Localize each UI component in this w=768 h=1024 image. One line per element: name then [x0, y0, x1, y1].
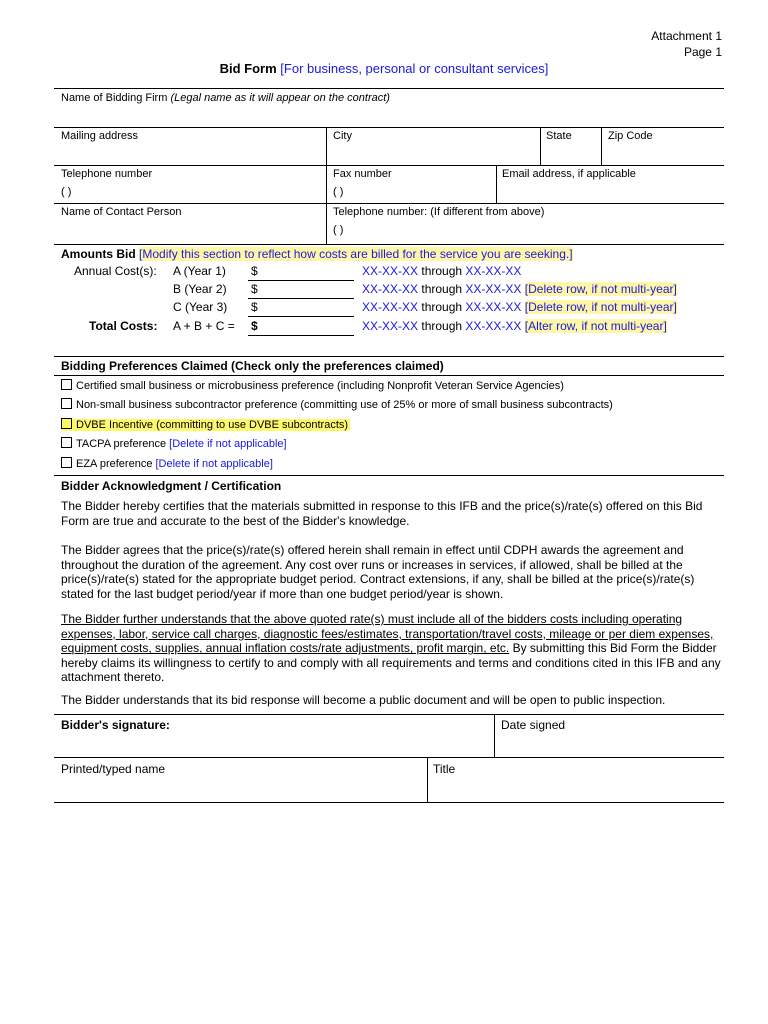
- amount-currency: $: [251, 319, 258, 333]
- firm-name-note: (Legal name as it will appear on the contract): [170, 92, 390, 104]
- amount-input-year1[interactable]: [248, 280, 354, 281]
- amount-row-label: A + B + C =: [173, 319, 235, 333]
- firm-name-field[interactable]: [61, 92, 390, 104]
- amount-row-label: A (Year 1): [173, 264, 226, 278]
- annual-costs-label: Annual Cost(s):: [74, 264, 157, 278]
- amount-input-year2[interactable]: [248, 298, 354, 299]
- checkbox[interactable]: [61, 418, 72, 429]
- checkbox[interactable]: [61, 457, 72, 468]
- pref-non-small-business[interactable]: Non-small business subcontractor preference (committing use of 25% or more of small business subcontracts): [61, 398, 613, 411]
- pref-note: [Delete if not applicable]: [155, 458, 273, 470]
- preferences-heading: Bidding Preferences Claimed (Check only the preferences claimed): [61, 359, 444, 373]
- certification-paragraph-1: The Bidder hereby certifies that the materials submitted in response to this IFB and the price(s)/rate(s) offered on this Bid Form are true and accurate to the best of the Bidder's knowledge.: [61, 499, 703, 528]
- email-label[interactable]: Email address, if applicable: [502, 168, 636, 180]
- city-label[interactable]: City: [333, 130, 352, 142]
- row-note: [Delete row, if not multi-year]: [524, 282, 677, 296]
- fax-value: ( ): [333, 186, 344, 198]
- certification-paragraph-4: The Bidder understands that its bid response will become a public document and will be open to public inspection.: [61, 693, 666, 707]
- period-range: XX-XX-XX through XX-XX-XX [Delete row, if not multi-year]: [362, 282, 677, 296]
- fax-label[interactable]: Fax number: [333, 168, 392, 180]
- attachment-label: Attachment 1: [651, 29, 722, 43]
- signature-label[interactable]: Bidder's signature:: [61, 718, 170, 732]
- paragraph-3-underlined: The Bidder further understands that the above quoted rate(s) must include all of the bidders costs including operating expenses, labor, service call charges, diagnostic fees/estimates, transportation/travel costs, mileage or per diem expenses, equipment costs, supplies, annual inflation costs/rate adjustments, profit margin, etc.: [61, 612, 714, 656]
- amount-input-year3[interactable]: [248, 316, 354, 317]
- amount-currency: $: [251, 300, 258, 314]
- pref-small-business[interactable]: Certified small business or microbusiness preference (including Nonprofit Veteran Service Agencies): [61, 379, 564, 392]
- pref-tacpa[interactable]: TACPA preference [Delete if not applicable]: [61, 437, 287, 450]
- printed-name-label[interactable]: Printed/typed name: [61, 762, 166, 776]
- zip-code-label[interactable]: Zip Code: [608, 130, 653, 142]
- amount-input-total[interactable]: [248, 335, 354, 336]
- checkbox[interactable]: [61, 379, 72, 390]
- pref-dvbe-incentive[interactable]: DVBE Incentive (committing to use DVBE subcontracts): [61, 418, 350, 431]
- telephone-label[interactable]: Telephone number: [61, 168, 153, 180]
- row-note: [Delete row, if not multi-year]: [524, 300, 677, 314]
- telephone2-label[interactable]: Telephone number: (If different from above): [333, 206, 545, 218]
- telephone-value: ( ): [61, 186, 72, 198]
- contact-person-label[interactable]: Name of Contact Person: [61, 206, 182, 218]
- amounts-note: [Modify this section to reflect how costs are billed for the service you are seeking.]: [139, 247, 573, 261]
- state-label[interactable]: State: [546, 130, 572, 142]
- total-costs-label: Total Costs:: [89, 319, 158, 333]
- row-note: [Alter row, if not multi-year]: [524, 319, 667, 333]
- amount-row-label: C (Year 3): [173, 300, 228, 314]
- checkbox[interactable]: [61, 437, 72, 448]
- certification-paragraph-2: The Bidder agrees that the price(s)/rate(s) offered herein shall remain in effect until CDPH awards the agreement and throughout the duration of the agreement. Any cost over runs or increases in services, if allowed, shall be billed at the price(s)/rate(s) stated for the appropriate budget period. Contract extensions, if any, shall be billed at the price(s)/rate(s) stated for the last budget period/year if more than one budget period/year is shown.: [61, 543, 695, 601]
- pref-eza[interactable]: EZA preference [Delete if not applicable]: [61, 457, 273, 470]
- attachment-header: [651, 28, 722, 60]
- period-range: XX-XX-XX through XX-XX-XX: [362, 264, 522, 278]
- checkbox[interactable]: [61, 398, 72, 409]
- pref-note: [Delete if not applicable]: [169, 438, 287, 450]
- mailing-address-label[interactable]: Mailing address: [61, 130, 139, 142]
- page-title: [0, 61, 768, 76]
- period-range: XX-XX-XX through XX-XX-XX [Alter row, if not multi-year]: [362, 319, 667, 333]
- paragraph-3-rest: By submitting this Bid Form the Bidder hereby claims its willingness to certify to and comply with all requirements and terms and conditions cited in this IFB and any attachment thereto.: [61, 641, 721, 685]
- title-label[interactable]: Title: [433, 762, 456, 776]
- amount-currency: $: [251, 264, 258, 278]
- amount-row-label: B (Year 2): [173, 282, 227, 296]
- amounts-title: Amounts Bid: [61, 247, 136, 261]
- date-signed-label[interactable]: Date signed: [501, 718, 566, 732]
- firm-name-label: Name of Bidding Firm: [61, 92, 168, 104]
- telephone2-value: ( ): [333, 224, 344, 236]
- certification-heading: Bidder Acknowledgment / Certification: [61, 479, 282, 493]
- amounts-heading: [61, 247, 573, 261]
- title-note: [For business, personal or consultant services]: [280, 61, 549, 76]
- amount-currency: $: [251, 282, 258, 296]
- period-range: XX-XX-XX through XX-XX-XX [Delete row, if not multi-year]: [362, 300, 677, 314]
- page-label: Page 1: [683, 45, 722, 59]
- title-bold: Bid Form: [219, 61, 277, 76]
- certification-paragraph-3: [61, 612, 725, 685]
